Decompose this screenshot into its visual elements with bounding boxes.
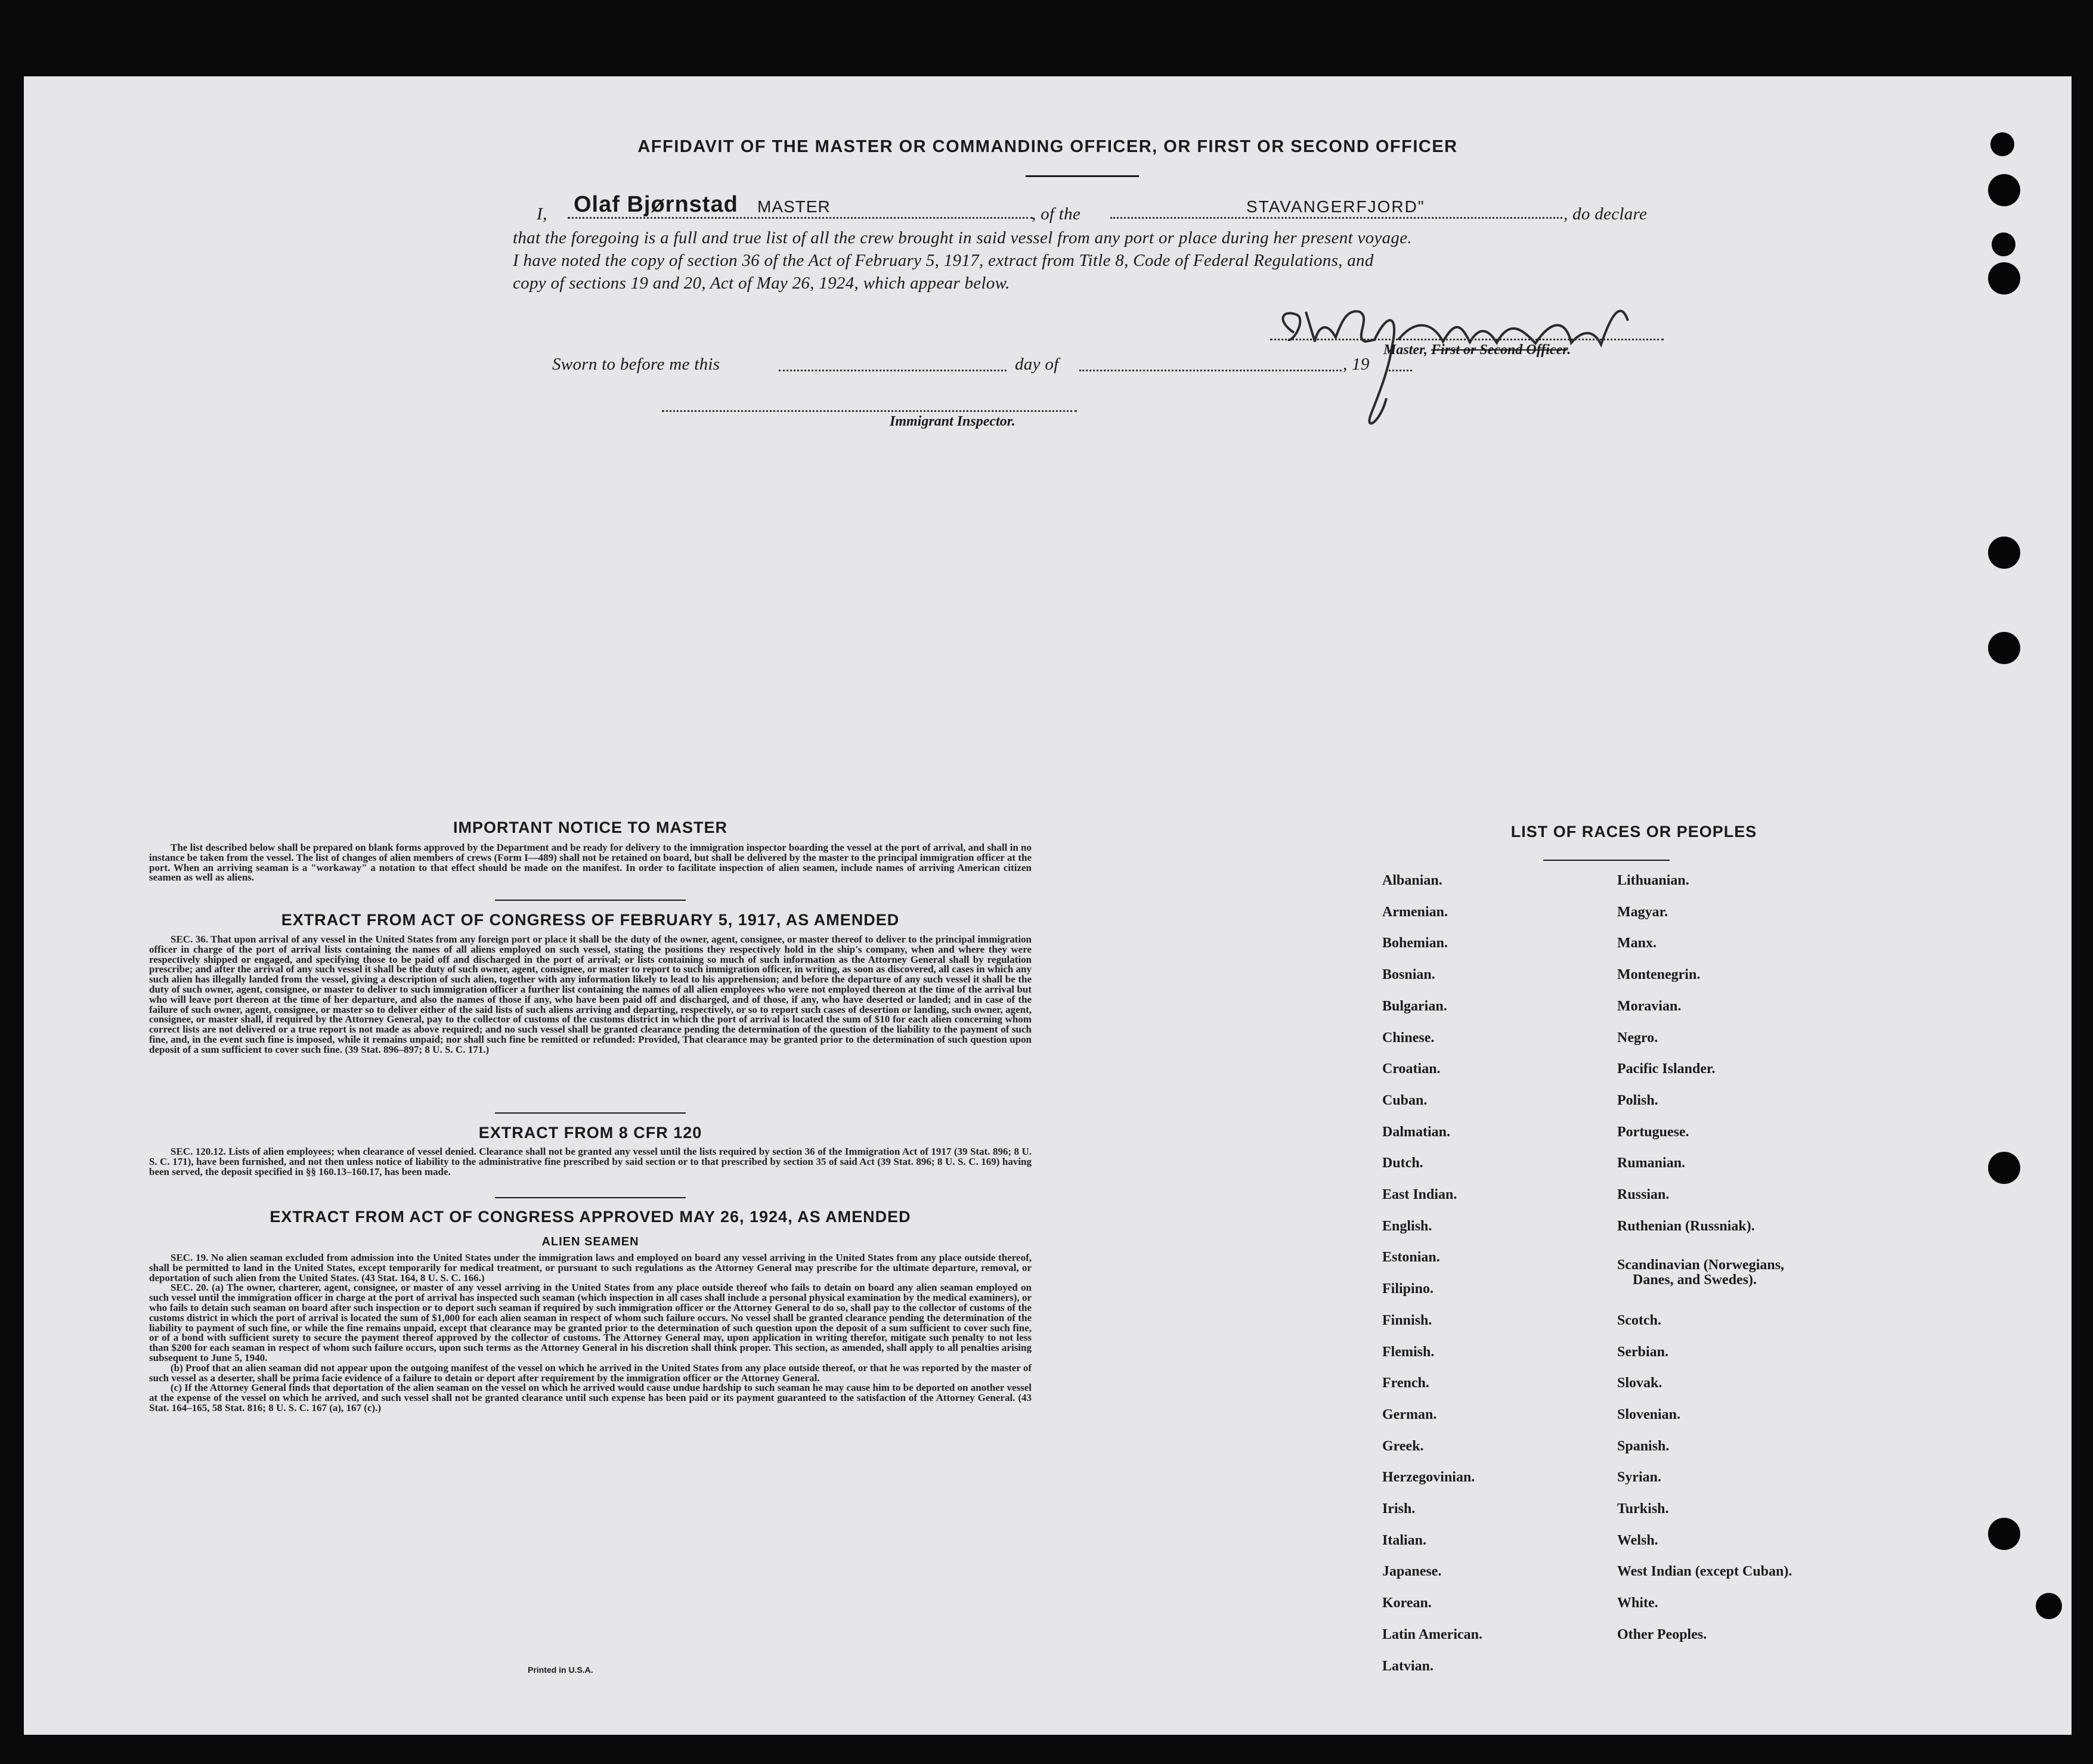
notice-title: IMPORTANT NOTICE TO MASTER [453, 819, 727, 836]
form-sheet [24, 76, 2072, 1735]
vessel-dotted-line [1110, 217, 1562, 219]
race-item: Turkish. [1617, 1501, 1669, 1517]
race-item: Bulgarian. [1382, 998, 1447, 1014]
race-item: Spanish. [1617, 1438, 1670, 1454]
do-declare-label: , do declare [1563, 204, 1648, 224]
race-item: Korean. [1382, 1595, 1432, 1611]
race-item: Polish. [1617, 1092, 1658, 1108]
race-item: Magyar. [1617, 904, 1668, 920]
extract-1917-rule [495, 1112, 686, 1114]
caption-master: Master, [1383, 342, 1428, 358]
race-item: Armenian. [1382, 904, 1448, 920]
race-item: Portuguese. [1617, 1124, 1689, 1140]
race-item-continued: Danes, and Swedes). [1633, 1272, 1757, 1288]
race-item: Estonian. [1382, 1250, 1440, 1266]
declaration-line-1 [513, 192, 1705, 224]
printed-in-usa: Printed in U.S.A. [528, 1665, 593, 1675]
race-item: Dutch. [1382, 1155, 1423, 1171]
affidavit-title: AFFIDAVIT OF THE MASTER OR COMMANDING OFFICER, OR FIRST OR SECOND OFFICER [637, 137, 1458, 156]
caption-struck-officer: First or Second Officer [1431, 342, 1568, 358]
race-item: Dalmatian. [1382, 1124, 1450, 1140]
punch-hole [1988, 632, 2020, 664]
race-item: Greek. [1382, 1438, 1424, 1454]
sworn-month-dotted-line [1079, 370, 1342, 371]
race-item: Serbian. [1617, 1344, 1669, 1360]
race-item: West Indian (except Cuban). [1617, 1564, 1792, 1580]
race-item: Slovenian. [1617, 1406, 1681, 1422]
extract-cfr-body: SEC. 120.12. Lists of alien employees; when clearance of vessel denied. Clearance shall not be granted any vessel until the lists required by section 36 of the Immigration Act of 1917 (39 Stat. 896; 8 U. S. C. 171), have been furnished, and not then unless notice of liability to the administrative fine prescribed by said section or to that prescribed by section 35 of said Act (39 Stat. 896; 8 U. S. C. 169) having been served, the deposit specified in §§ 160.13–160.17, has been made. [149, 1146, 1032, 1177]
year-dotted-line [1386, 370, 1412, 371]
race-item: Ruthenian (Russniak). [1617, 1218, 1755, 1234]
race-item: East Indian. [1382, 1187, 1457, 1202]
race-item: French. [1382, 1375, 1429, 1391]
punch-hole [1990, 132, 2014, 156]
sworn-day-dotted-line [779, 370, 1007, 371]
inspector-label: Immigrant Inspector. [890, 414, 1015, 429]
signature-caption [1383, 342, 1571, 358]
race-item: Filipino. [1382, 1281, 1434, 1297]
race-item: Russian. [1617, 1187, 1670, 1202]
sec-20c-paragraph: (c) If the Attorney General finds that deportation of the alien seaman on the vessel on which he arrived would cause undue hardship to such seaman he may cause him to be deported on another vessel at the expense of the vessel on which he arrived, and such vessel shall not be granted clearance until such expense has been paid or its payment guaranteed to the satisfaction of the Attorney General. (43 Stat. 164–165, 58 Stat. 816; 8 U. S. C. 167 (a), 167 (c).) [149, 1382, 1032, 1413]
race-item: Montenegrin. [1617, 967, 1701, 983]
sec-19-paragraph: SEC. 19. No alien seaman excluded from admission into the United States under the immigration laws and employed on board any vessel arriving in the United States from any place outside thereof, shall be permitted to land in the United States, except temporarily for medical treatment, or pursuant to such regulations as the Attorney General may prescribe for the ultimate departure, removal, or deportation of such alien from the United States. (43 Stat. 164, 8 U. S. C. 166.) [149, 1252, 1032, 1284]
extract-1917-title: EXTRACT FROM ACT OF CONGRESS OF FEBRUARY 5, 1917, AS AMENDED [281, 911, 900, 929]
race-item: Latvian. [1382, 1658, 1434, 1674]
name-dotted-line [568, 217, 1033, 219]
declaration-line-3: I have noted the copy of section 36 of the Act of February 5, 1917, extract from Title 8, Code of Federal Regulations, and [513, 251, 1374, 270]
race-item: Moravian. [1617, 998, 1682, 1014]
punch-hole [1988, 1152, 2020, 1184]
race-item: Finnish. [1382, 1312, 1432, 1328]
race-item: Rumanian. [1617, 1155, 1686, 1171]
extract-1924-body [149, 1253, 1032, 1413]
sworn-label: Sworn to before me this [552, 355, 720, 374]
race-item: Chinese. [1382, 1030, 1435, 1046]
day-of-label: day of [1015, 355, 1059, 374]
race-item: Cuban. [1382, 1092, 1428, 1108]
race-item: English. [1382, 1218, 1432, 1234]
year-prefix: , 19 [1343, 355, 1370, 374]
race-item: Japanese. [1382, 1564, 1442, 1580]
vessel-name-field[interactable]: STAVANGERFJORD" [1246, 197, 1425, 216]
alien-seamen-subtitle: ALIEN SEAMEN [541, 1235, 639, 1248]
race-item: Flemish. [1382, 1344, 1435, 1360]
race-item: Croatian. [1382, 1061, 1441, 1077]
extract-cfr-rule [495, 1197, 686, 1198]
signature-dotted-line [1270, 339, 1664, 340]
race-item: Scandinavian (Norwegians, [1617, 1257, 1785, 1273]
race-item: Slovak. [1617, 1375, 1662, 1391]
race-item: Irish. [1382, 1501, 1416, 1517]
notice-rule [495, 900, 686, 901]
punch-hole [1988, 537, 2020, 569]
races-rule [1543, 860, 1670, 861]
caption-period: . [1567, 342, 1571, 358]
race-item: Herzegovinian. [1382, 1470, 1475, 1486]
declaration-line-4: copy of sections 19 and 20, Act of May 26, 1924, which appear below. [513, 274, 1010, 293]
title-rule [1026, 175, 1139, 177]
punch-hole [1988, 262, 2020, 294]
race-item: Manx. [1617, 935, 1657, 951]
punch-hole [1988, 1518, 2020, 1550]
inspector-dotted-line [662, 410, 1077, 412]
extract-1924-title: EXTRACT FROM ACT OF CONGRESS APPROVED MAY 26, 1924, AS AMENDED [270, 1208, 911, 1226]
declaration-line-2: that the foregoing is a full and true list of all the crew brought in said vessel from any port or place during her present voyage. [513, 228, 1412, 247]
sec-20a-paragraph: SEC. 20. (a) The owner, charterer, agent, consignee, or master of any vessel arriving in the United States from any place outside thereof who fails to detain on board any alien seaman employed on such vessel until the immigration officer in charge at the port of arrival has inspected such seaman (which inspection in all cases shall include a personal physical examination by the medical examiners), or who fails to detain such seaman on board after such inspection or to deport such seaman if required by such immigration officer or the Attorney General to do so, shall pay to the collector of customs of the customs district in which the port of arrival is located the sum of $1,000 for each alien seaman in respect of whom such failure occurs. No vessel shall be granted clearance pending the determination of the liability to payment of such fine, or while the fine remains unpaid, except that clearance may be granted prior to the determination of such question upon the deposit of a sum sufficient to cover such fine, or of a bond with sufficient surety to secure the payment thereof approved by the collector of customs. The Attorney General may, upon application in writing therefor, mitigate such penalty to not less than $200 for each seaman in respect of whom such failure occurs, upon such terms as the Attorney General in his discretion shall think proper. This section, as amended, shall apply to all penalties arising subsequent to June 5, 1940. [149, 1282, 1032, 1363]
i-label: I, [537, 204, 547, 224]
race-item: Scotch. [1617, 1312, 1661, 1328]
sec-20b-paragraph: (b) Proof that an alien seaman did not appear upon the outgoing manifest of the vessel on which he arrived in the United States from any place outside thereof, or that he was reported by the master of such vessel as a deserter, shall be prima facie evidence of a failure to detain or deport after requirement by the immigration officer or the Attorney General. [149, 1362, 1032, 1384]
race-item: Syrian. [1617, 1470, 1662, 1486]
punch-hole [2036, 1593, 2062, 1619]
extract-1917-body: SEC. 36. That upon arrival of any vessel in the United States from any foreign port or place it shall be the duty of the owner, agent, consignee, or master thereof to deliver to the principal immigration officer in charge of the port of arrival lists containing the names of all aliens employed on such vessel, stating the positions they respectively hold in the ship's company, when and where they were respectively shipped or engaged, and specifying those to be paid off and discharged in the port of arrival; or lists containing so much of such information as the Attorney General shall by regulation prescribe; and after the arrival of any such vessel it shall be the duty of such owner, agent, consignee, or master to report to such immigration officer, in writing, as soon as discovered, all cases in which any such alien has illegally landed from the vessel, giving a description of such alien, together with any information likely to lead to his apprehension; and before the departure of any such vessel it shall be the duty of such owner, agent, consignee, or master to deliver to such immigration officer a further list containing the names of all alien employees who were not employed thereon at the time of the arrival but who will leave port thereon at the time of her departure, and also the names of those if any, who have been paid off and discharged, and of those, if any, who have deserted or landed; and in case of the failure of such owner, agent, consignee, or master so to deliver either of the said lists of such aliens arriving and departing, respectively, or so to report such cases of desertion or landing, such owner, agent, consignee, or master shall, if required by the Attorney General, pay to the collector of customs of the customs district in which the port of arrival is located the sum of $10 for each alien concerning whom correct lists are not delivered or a true report is not made as above required; and no such vessel shall be granted clearance pending the determination of the question of the liability to the payment of such fine, and, in the event such fine is imposed, while it remains unpaid; nor shall such fine be remitted or refunded: Provided, That clearance may be granted prior to the determination of such question upon deposit of a sum sufficient to cover such fine. (39 Stat. 896–897; 8 U. S. C. 171.) [149, 934, 1032, 1055]
race-item: Negro. [1617, 1030, 1658, 1046]
race-item: Italian. [1382, 1532, 1427, 1548]
race-item: Pacific Islander. [1617, 1061, 1716, 1077]
punch-hole [1992, 232, 2015, 256]
race-item: Bohemian. [1382, 935, 1448, 951]
of-the-label: , of the [1032, 204, 1081, 224]
race-item: Other Peoples. [1617, 1626, 1707, 1642]
races-title: LIST OF RACES OR PEOPLES [1510, 823, 1757, 841]
race-item: Albanian. [1382, 873, 1442, 888]
race-item: German. [1382, 1406, 1437, 1422]
race-item: Bosnian. [1382, 967, 1435, 983]
master-signature [1270, 285, 1652, 440]
master-name-field[interactable]: Olaf Bjørnstad [574, 192, 738, 217]
race-item: White. [1617, 1595, 1658, 1611]
extract-cfr-title: EXTRACT FROM 8 CFR 120 [478, 1124, 702, 1142]
punch-hole [1988, 174, 2020, 206]
notice-body: The list described below shall be prepared on blank forms approved by the Department and be ready for delivery to the immigration inspector boarding the vessel at the port of arrival, and shall in no instance be taken from the vessel. The list of changes of alien members of crews (Form I—489) shall not be retained on board, but shall be delivered by the master to the principal immigration officer at the port. When an arriving seaman is a "workaway" a notation to that effect should be made on the manifest. In order to facilitate inspection of alien seamen, include names of arriving American citizen seamen as well as aliens. [149, 842, 1032, 883]
rank-field[interactable]: MASTER [757, 197, 831, 216]
race-item: Latin American. [1382, 1626, 1482, 1642]
race-item: Lithuanian. [1617, 873, 1689, 888]
race-item: Welsh. [1617, 1532, 1658, 1548]
